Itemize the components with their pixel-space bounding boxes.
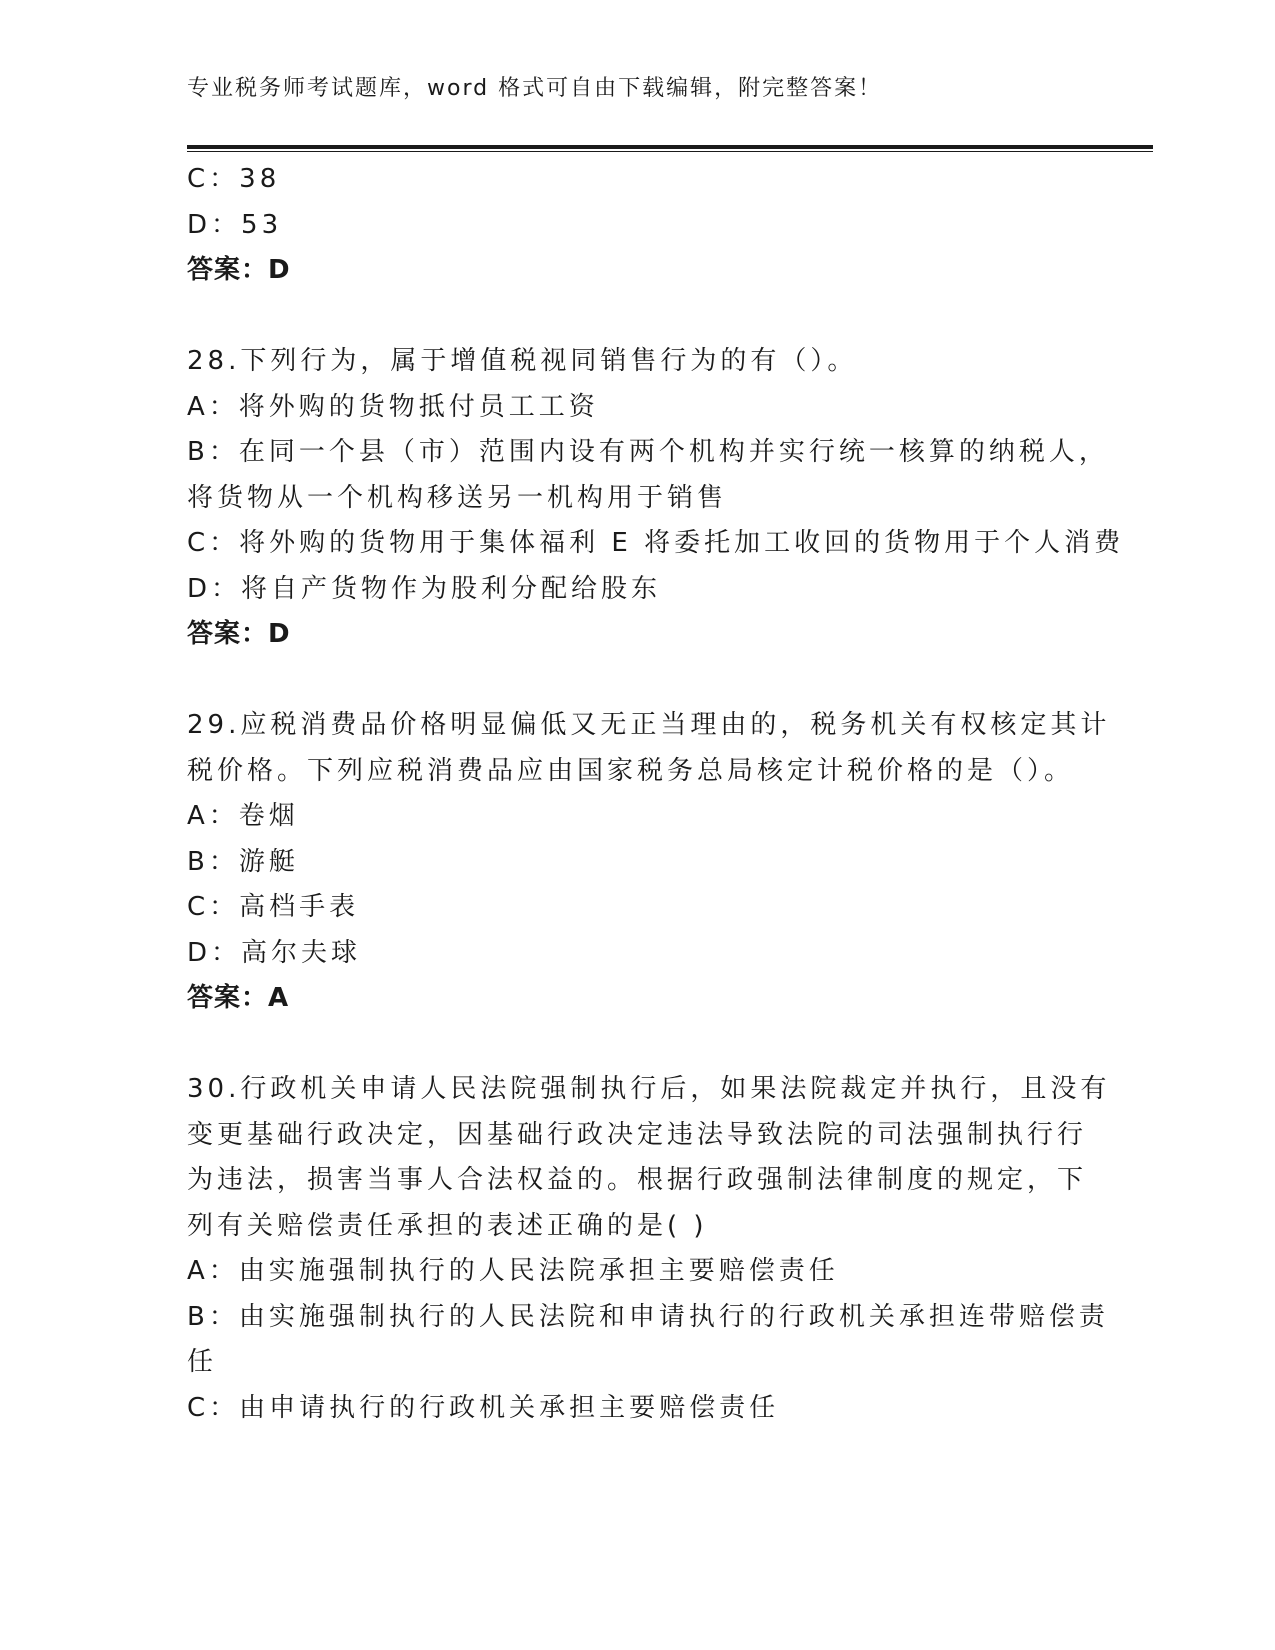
answer-line: 答案：D xyxy=(187,255,291,285)
spacer xyxy=(187,658,1087,704)
option-d: D：53 xyxy=(187,209,283,240)
option-b-line-1: B：在同一个县（市）范围内设有两个机构并实行统一核算的纳税人， xyxy=(187,437,1109,467)
header-rule-thin xyxy=(187,151,1153,152)
question-30 xyxy=(187,1067,1111,1431)
question-stem-line-1: 30.行政机关申请人民法院强制执行后，如果法院裁定并执行，且没有 xyxy=(187,1074,1111,1104)
option-a: A：卷烟 xyxy=(187,801,299,831)
option-b-line-2: 任 xyxy=(187,1347,218,1377)
question-27-tail xyxy=(187,157,1087,294)
page-header-title: 专业税务师考试题库，word 格式可自由下载编辑，附完整答案！ xyxy=(187,76,883,101)
spacer xyxy=(187,294,1087,340)
option-c: C：38 xyxy=(187,164,281,194)
answer-line: 答案：D xyxy=(187,619,291,649)
spacer xyxy=(187,1022,1087,1068)
option-a: A：由实施强制执行的人民法院承担主要赔偿责任 xyxy=(187,1256,839,1286)
question-stem-line-2: 税价格。下列应税消费品应由国家税务总局核定计税价格的是（）。 xyxy=(187,755,1075,786)
question-28 xyxy=(187,339,1125,658)
option-d: D：将自产货物作为股利分配给股东 xyxy=(187,573,662,604)
option-b-line-2: 将货物从一个机构移送另一机构用于销售 xyxy=(187,482,728,513)
question-stem: 28.下列行为，属于增值税视同销售行为的有（）。 xyxy=(187,346,858,376)
question-29 xyxy=(187,703,1111,1022)
option-b: B：游艇 xyxy=(187,846,299,877)
option-c: C：高档手表 xyxy=(187,892,360,922)
question-stem-line-2: 变更基础行政决定，因基础行政决定违法导致法院的司法强制执行行 xyxy=(187,1119,1088,1150)
header-rule-thick xyxy=(187,145,1153,149)
option-c: C：由申请执行的行政机关承担主要赔偿责任 xyxy=(187,1392,780,1423)
option-b-line-1: B：由实施强制执行的人民法院和申请执行的行政机关承担连带赔偿责 xyxy=(187,1301,1109,1332)
question-stem-line-3: 为违法，损害当事人合法权益的。根据行政强制法律制度的规定，下 xyxy=(187,1165,1088,1195)
question-stem-line-4: 列有关赔偿责任承担的表述正确的是( ) xyxy=(187,1210,708,1241)
option-c: C：将外购的货物用于集体福利 E 将委托加工收回的货物用于个人消费 xyxy=(187,528,1125,558)
question-stem-line-1: 29.应税消费品价格明显偏低又无正当理由的，税务机关有权核定其计 xyxy=(187,710,1111,740)
option-a: A：将外购的货物抵付员工工资 xyxy=(187,391,599,422)
answer-line: 答案：A xyxy=(187,983,290,1013)
option-d: D：高尔夫球 xyxy=(187,937,362,968)
document-body xyxy=(187,157,1125,1431)
